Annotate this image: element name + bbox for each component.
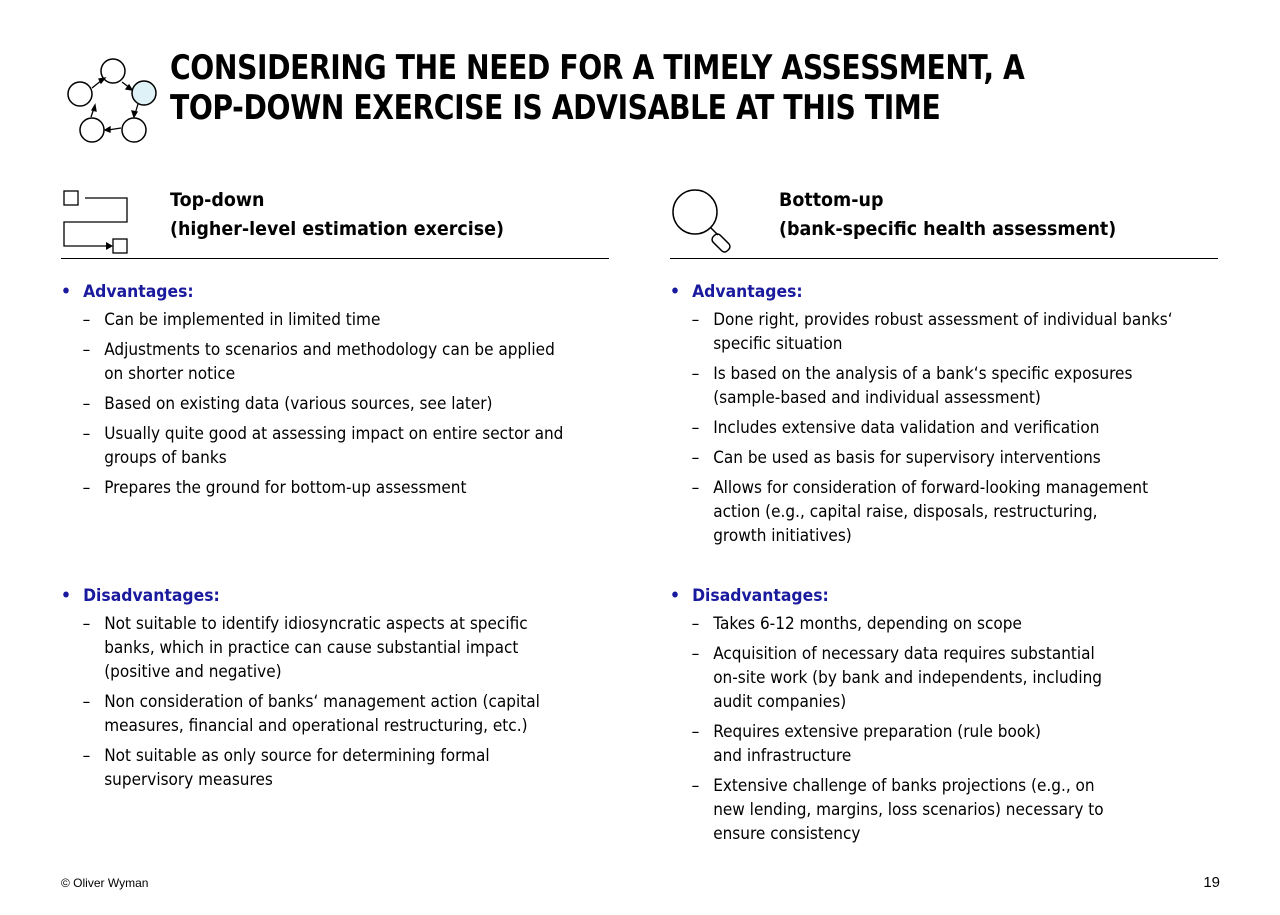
cycle-arrows-icon [64,54,164,150]
dash-bullet: – [691,644,700,664]
list-item [61,392,613,416]
dash-bullet: – [691,310,700,330]
list-item [61,744,613,792]
bottom-up-header [670,184,1218,259]
flow-boxes-icon [61,186,131,254]
bottom-up-disadvantages [670,584,1218,852]
dash-bullet: – [82,692,91,712]
list-item [670,362,1222,410]
list-item [670,642,1222,714]
dash-bullet: – [691,418,700,438]
dash-bullet: – [82,310,91,330]
list-item [670,416,1222,440]
top-down-heading: Top-down (higher-level estimation exercise) [170,189,505,240]
list-item-text: Is based on the analysis of a bank‘s specific exposures (sample-based and individual assessment) [713,364,1133,408]
disadvantages-heading [61,584,565,608]
list-item-text: Not suitable as only source for determining formal supervisory measures [104,746,490,790]
dash-bullet: – [82,614,91,634]
bullet-dot: • [61,586,72,606]
list-item-text: Includes extensive data validation and verification [713,418,1100,438]
list-item-text: Allows for consideration of forward-looking management action (e.g., capital raise, disposals, restructuring, growth initiatives) [713,478,1149,546]
top-down-column [61,184,609,790]
top-down-disadvantages [61,584,609,798]
list-item-text: Based on existing data (various sources, see later) [104,394,493,414]
dash-bullet: – [691,478,700,498]
list-item-text: Takes 6-12 months, depending on scope [713,614,1022,634]
disadvantages-label: Disadvantages: [83,586,220,606]
list-item [61,690,613,738]
magnifier-icon [670,186,740,256]
bullet-dot: • [670,586,681,606]
top-down-advantages [61,280,609,506]
top-down-header [61,184,609,259]
dash-bullet: – [691,364,700,384]
dash-bullet: – [691,448,700,468]
bottom-up-column [670,184,1218,844]
advantages-label: Advantages: [692,282,803,302]
copyright: © Oliver Wyman [61,876,149,890]
bottom-up-heading: Bottom-up (bank-specific health assessment) [779,189,1117,240]
list-item [670,476,1222,548]
list-item-text: Non consideration of banks‘ management action (capital measures, financial and operational restructuring, etc.) [104,692,540,736]
list-item-text: Extensive challenge of banks projections (e.g., on new lending, margins, loss scenarios) necessary to ensure consistency [713,776,1104,844]
list-item-text: Usually quite good at assessing impact on entire sector and groups of banks [104,424,564,468]
dash-bullet: – [691,722,700,742]
bullet-dot: • [670,282,681,302]
list-item [670,308,1222,356]
advantages-label: Advantages: [83,282,194,302]
list-item-text: Can be implemented in limited time [104,310,381,330]
page-number: 19 [1203,874,1220,891]
list-item [61,422,613,470]
list-item [61,338,613,386]
dash-bullet: – [82,424,91,444]
list-item-text: Prepares the ground for bottom-up assessment [104,478,467,498]
list-item [670,446,1222,470]
list-item [670,720,1222,768]
page-title: CONSIDERING THE NEED FOR A TIMELY ASSESSMENT, A TOP-DOWN EXERCISE IS ADVISABLE AT THIS TIME [170,48,1025,128]
advantages-heading [61,280,565,304]
list-item-text: Not suitable to identify idiosyncratic aspects at specific banks, which in practice can cause substantial impact (positive and negative) [104,614,528,682]
advantages-heading [670,280,1174,304]
dash-bullet: – [82,746,91,766]
list-item [670,774,1222,846]
bottom-up-advantages [670,280,1218,554]
disadvantages-label: Disadvantages: [692,586,829,606]
dash-bullet: – [691,776,700,796]
dash-bullet: – [82,394,91,414]
list-item [670,612,1222,636]
list-item-text: Done right, provides robust assessment of individual banks‘ specific situation [713,310,1173,354]
dash-bullet: – [691,614,700,634]
list-item-text: Adjustments to scenarios and methodology can be applied on shorter notice [104,340,555,384]
list-item-text: Acquisition of necessary data requires substantial on-site work (by bank and independents, including audit companies) [713,644,1103,712]
list-item [61,612,613,684]
dash-bullet: – [82,478,91,498]
list-item-text: Can be used as basis for supervisory interventions [713,448,1101,468]
dash-bullet: – [82,340,91,360]
disadvantages-heading [670,584,1174,608]
bullet-dot: • [61,282,72,302]
list-item [61,308,613,332]
list-item [61,476,613,500]
list-item-text: Requires extensive preparation (rule book) and infrastructure [713,722,1042,766]
